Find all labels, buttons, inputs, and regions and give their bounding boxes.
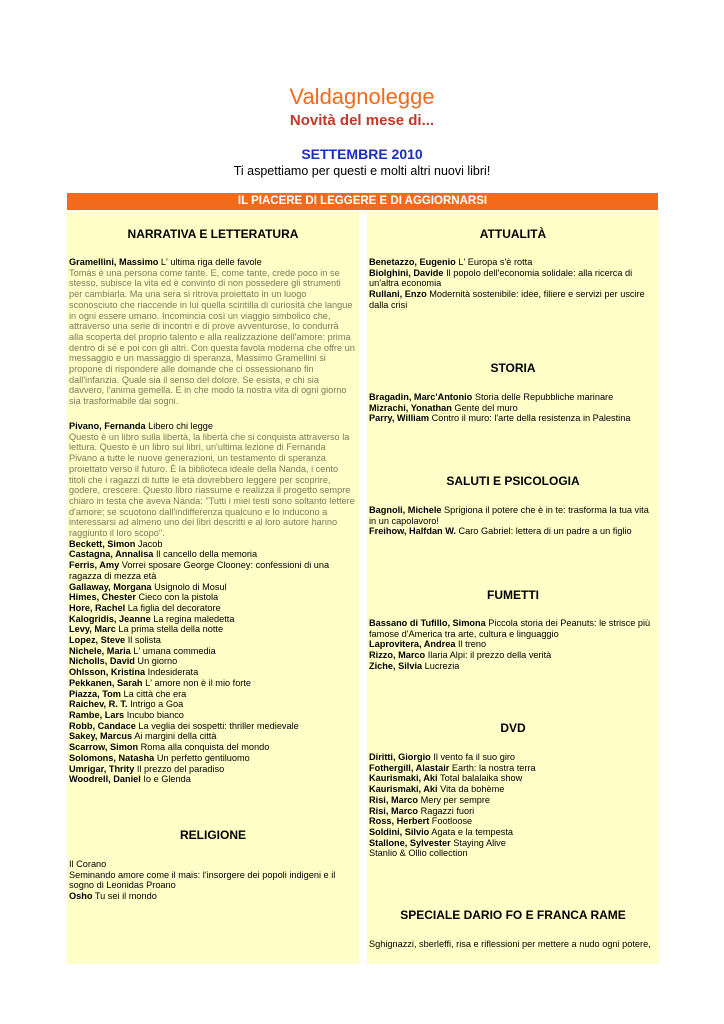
book-author: Rullani, Enzo xyxy=(369,289,427,300)
book-title: Storia delle Repubbliche marinare xyxy=(472,392,614,402)
book-title: La prima stella della notte xyxy=(115,624,224,635)
book-title: La città che era xyxy=(120,688,187,699)
section-heading-narrativa: NARRATIVA E LETTERATURA xyxy=(127,227,299,241)
book-entry xyxy=(369,838,655,849)
book-entry xyxy=(369,795,655,806)
section-heading-saluti: SALUTI E PSICOLOGIA xyxy=(446,474,580,488)
book-entry xyxy=(369,650,655,661)
book-title: Lucrezia xyxy=(422,660,460,671)
book-entry xyxy=(369,268,655,289)
book-entry xyxy=(369,816,655,827)
book-entry xyxy=(369,752,655,763)
book-entry xyxy=(69,592,355,603)
book-author: Ziche, Silvia xyxy=(369,660,423,671)
book-entry xyxy=(369,784,655,795)
book-author: Gramellini, Massimo xyxy=(69,257,159,267)
book-title: Usignolo di Mosul xyxy=(151,581,227,592)
book-entry xyxy=(69,603,355,614)
book-author: Risi, Marco xyxy=(369,794,419,805)
book-title: Roma alla conquista del mondo xyxy=(138,742,270,753)
book-title: Il solista xyxy=(125,635,161,646)
book-entry xyxy=(69,891,355,902)
book-entry xyxy=(369,257,655,268)
book-title: Ragazzi fuori xyxy=(418,805,475,816)
book-entry xyxy=(69,742,355,753)
book-title: Vita da bohème xyxy=(437,784,505,795)
narrativa-featured-gramellini xyxy=(69,257,355,407)
narrativa-items xyxy=(69,539,355,785)
book-author: Ohlsson, Kristina xyxy=(69,667,146,678)
book-entry xyxy=(369,289,655,310)
book-entry xyxy=(69,646,355,657)
book-author: Rizzo, Marco xyxy=(369,650,426,661)
book-title: Seminando amore come il mais: l'insorgere dei popoli indigeni e il sogno di Leonidas Proano xyxy=(69,869,336,891)
book-author: Kaurismaki, Aki xyxy=(369,784,438,795)
section-heading-storia: STORIA xyxy=(490,361,536,375)
book-title: Il cancello della memoria xyxy=(153,549,258,560)
book-author: Freihow, Halfdan W. xyxy=(369,526,456,537)
section-heading-fumetti: FUMETTI xyxy=(487,588,539,602)
book-entry xyxy=(69,656,355,667)
book-title: Il Corano xyxy=(69,859,107,869)
book-author: Woodrell, Daniel xyxy=(69,774,141,785)
left-column-panel xyxy=(67,212,359,964)
book-author: Pivano, Fernanda xyxy=(69,421,146,431)
right-column-panel xyxy=(367,212,659,964)
book-author: Benetazzo, Eugenio xyxy=(369,257,456,267)
book-author: Laprovitera, Andrea xyxy=(369,639,456,650)
book-author: Osho xyxy=(69,891,93,902)
book-author: Soldini, Silvio xyxy=(369,826,430,837)
book-entry xyxy=(69,635,355,646)
dvd-list xyxy=(369,752,655,859)
book-entry xyxy=(69,731,355,742)
book-author: Sakey, Marcus xyxy=(69,731,133,742)
book-author: Bagnoli, Michele xyxy=(369,505,442,515)
book-title: Footloose xyxy=(429,816,473,827)
book-entry xyxy=(69,870,355,891)
book-entry xyxy=(369,505,655,526)
book-entry xyxy=(369,806,655,817)
book-entry xyxy=(69,710,355,721)
book-title: Earth: la nostra terra xyxy=(449,762,536,773)
book-author: Ferris, Amy xyxy=(69,560,120,571)
section-heading-speciale: SPECIALE DARIO FO E FRANCA RAME xyxy=(400,908,626,922)
book-title: Ai margini della città xyxy=(132,731,217,742)
book-author: Nicholls, David xyxy=(69,656,135,667)
book-entry xyxy=(69,614,355,625)
book-entry xyxy=(69,667,355,678)
book-title: Vorrei sposare George Clooney: confessioni di una ragazza di mezza età xyxy=(69,560,330,581)
book-title: Ilaria Alpi: il prezzo della verità xyxy=(425,650,552,661)
book-entry xyxy=(69,774,355,785)
book-entry xyxy=(369,618,655,639)
book-author: Stallone, Sylvester xyxy=(369,837,451,848)
book-author: Parry, William xyxy=(369,413,430,424)
book-title: Agata e la tempesta xyxy=(429,826,514,837)
book-entry xyxy=(69,421,355,432)
book-title: Stanlio & Ollio collection xyxy=(369,848,468,859)
book-entry xyxy=(69,699,355,710)
book-title: Intrigo a Goa xyxy=(127,699,184,710)
book-title: La figlia del decoratore xyxy=(125,602,221,613)
book-entry xyxy=(69,859,355,870)
book-entry xyxy=(369,639,655,650)
book-entry xyxy=(69,257,355,268)
book-title: Un giorno xyxy=(134,656,178,667)
book-author: Solomons, Natasha xyxy=(69,752,155,763)
book-title: Sprigiona il potere che è in te: trasforma la tua vita in un capolavoro! xyxy=(369,505,649,526)
book-title: L' amore non è il mio forte xyxy=(142,677,252,688)
book-title: Modernità sostenibile: idee, filiere e servizi per uscire dalla crisi xyxy=(369,289,645,310)
book-title: Il prezzo del paradiso xyxy=(134,763,225,774)
book-author: Raichev, R. T. xyxy=(69,699,128,710)
book-author: Umrigar, Thrity xyxy=(69,763,135,774)
book-title: Indesiderata xyxy=(145,667,199,678)
storia-list xyxy=(369,392,655,424)
book-author: Hore, Rachel xyxy=(69,602,126,613)
book-title: Il treno xyxy=(455,639,487,650)
book-entry xyxy=(369,661,655,672)
page-subtitle: Novità del mese di... xyxy=(289,112,435,129)
book-entry xyxy=(69,689,355,700)
tagline: Ti aspettiamo per questi e molti altri nuovi libri! xyxy=(233,164,491,178)
section-banner: IL PIACERE DI LEGGERE E DI AGGIORNARSI xyxy=(67,193,658,210)
book-title: Gente del muro xyxy=(451,402,518,413)
book-author: Risi, Marco xyxy=(369,805,419,816)
book-entry xyxy=(369,773,655,784)
book-author: Beckett, Simon xyxy=(69,538,136,549)
book-author: Robb, Candace xyxy=(69,720,136,731)
book-author: Kaurismaki, Aki xyxy=(369,773,438,784)
book-title: Il vento fa il suo giro xyxy=(430,752,516,762)
book-title: Staying Alive xyxy=(450,837,506,848)
book-author: Ross, Herbert xyxy=(369,816,430,827)
book-title: La regina maledetta xyxy=(150,613,235,624)
attualita-list xyxy=(369,257,655,311)
book-entry xyxy=(69,678,355,689)
book-title: Total balalaika show xyxy=(437,773,523,784)
book-title: L' Europa s'è rotta xyxy=(455,257,533,267)
book-author: Piazza, Tom xyxy=(69,688,121,699)
book-author: Gallaway, Morgana xyxy=(69,581,152,592)
book-author: Fothergill, Alastair xyxy=(369,762,450,773)
book-author: Bragadin, Marc'Antonio xyxy=(369,392,473,402)
book-entry xyxy=(69,624,355,635)
book-description: Tomàs è una persona come tante. E, come tante, crede poco in se stesso, subisce la vita ed è convinto di non possedere gli strumenti per cambiarla. Ma una sera si ritrova proiettato in un luogo sconosciuto che riaccende in lui quella scintilla di curiosità che langue in ogni essere umano. Incomincia così un viaggio simbolico che, attraverso una serie di incontri e di prove avventurose, lo condurrà alla scoperta del proprio talento e alla realizzazione dell'amore: prima dentro di sé e poi con gli altri. Con questa favola moderna che offre un messaggio e un massaggio di speranza, Massimo Gramellini si propone di rispondere alle domande che ci ossessionano fin dall'infanzia. Quale sia il senso del dolore. Se esista, e chi sia davvero, l'anima gemella. E in che modo la nostra vita di ogni giorno sia trasformabile dai sogni. xyxy=(69,267,355,407)
book-title: Incubo bianco xyxy=(124,709,184,720)
book-entry xyxy=(369,848,655,859)
section-heading-religione: RELIGIONE xyxy=(179,828,246,842)
book-entry xyxy=(69,764,355,775)
book-entry xyxy=(69,753,355,764)
religione-list xyxy=(69,859,355,902)
book-entry xyxy=(369,827,655,838)
book-entry xyxy=(69,549,355,560)
book-entry xyxy=(369,526,655,537)
book-author: Kalogridis, Jeanne xyxy=(69,613,151,624)
narrativa-list xyxy=(69,421,355,785)
book-author: Pekkanen, Sarah xyxy=(69,677,143,688)
book-author: Bassano di Tufillo, Simona xyxy=(369,618,486,628)
book-description: Questo è un libro sulla libertà, la libertà che si conquista attraverso la lettura. Questo è un libro sui libri, un'ultima lezione di Fernanda Pivano a tutte le nuove generazioni, un testamento di speranza proiettato verso il futuro. È la biblioteca ideale della Nanda, i cento titoli che i ragazzi di tutte le età dovrebbero leggere per scoprire, godere, crescere. Questo libro riassume e realizza il progetto sempre chiaro in testa che aveva Nanda: "Tutti i miei testi sono soltanto lettere d'amore; se scuotono dall'indifferenza qualcuno e lo inducono a interessarsi ad almeno uno dei libri descritti e al loro autore hanno raggiunto il loro scopo". xyxy=(69,431,355,539)
book-author: Rambe, Lars xyxy=(69,709,125,720)
book-title: Il popolo dell'economia solidale: alla ricerca di un'altra economia xyxy=(369,267,633,289)
book-entry xyxy=(69,560,355,581)
book-entry xyxy=(69,539,355,550)
book-title: La veglia dei sospetti: thriller medievale xyxy=(135,720,299,731)
section-heading-dvd: DVD xyxy=(500,721,526,735)
book-entry xyxy=(369,392,655,403)
saluti-list xyxy=(369,505,655,537)
book-author: Castagna, Annalisa xyxy=(69,549,154,560)
month-heading: SETTEMBRE 2010 xyxy=(301,146,423,162)
book-author: Levy, Marc xyxy=(69,624,116,635)
book-author: Mizrachi, Yonathan xyxy=(369,402,452,413)
book-title: Jacob xyxy=(135,538,163,549)
book-title: L' ultima riga delle favole xyxy=(158,257,262,267)
book-title: Contro il muro: l'arte della resistenza in Palestina xyxy=(429,413,631,424)
book-entry xyxy=(369,403,655,414)
book-title: Libero chi legge xyxy=(145,421,214,431)
book-title: Caro Gabriel: lettera di un padre a un figlio xyxy=(455,526,632,537)
speciale-text: Sghignazzi, sberleffi, risa e riflessioni per mettere a nudo ogni potere, xyxy=(369,939,651,949)
book-title: Cieco con la pistola xyxy=(135,592,219,603)
book-author: Biolghini, Davide xyxy=(369,267,444,278)
fumetti-list xyxy=(369,618,655,672)
book-author: Himes, Chester xyxy=(69,592,136,603)
book-title: Io e Glenda xyxy=(140,774,191,785)
book-author: Lopez, Steve xyxy=(69,635,126,646)
book-title: Tu sei il mondo xyxy=(92,891,157,902)
section-heading-attualita: ATTUALITÀ xyxy=(479,227,547,241)
book-title: Mery per sempre xyxy=(418,794,491,805)
book-author: Diritti, Giorgio xyxy=(369,752,431,762)
book-title: L' umana commedia xyxy=(130,645,216,656)
book-entry xyxy=(69,721,355,732)
book-author: Nichele, Maria xyxy=(69,645,131,656)
book-entry xyxy=(69,582,355,593)
book-title: Piccola storia dei Peanuts: le strisce più famose d'America tra arte, cultura e linguaggio xyxy=(369,618,651,639)
book-entry xyxy=(369,413,655,424)
book-entry xyxy=(369,763,655,774)
book-title: Un perfetto gentiluomo xyxy=(154,752,250,763)
page-title: Valdagnolegge xyxy=(289,84,435,109)
book-author: Scarrow, Simon xyxy=(69,742,139,753)
